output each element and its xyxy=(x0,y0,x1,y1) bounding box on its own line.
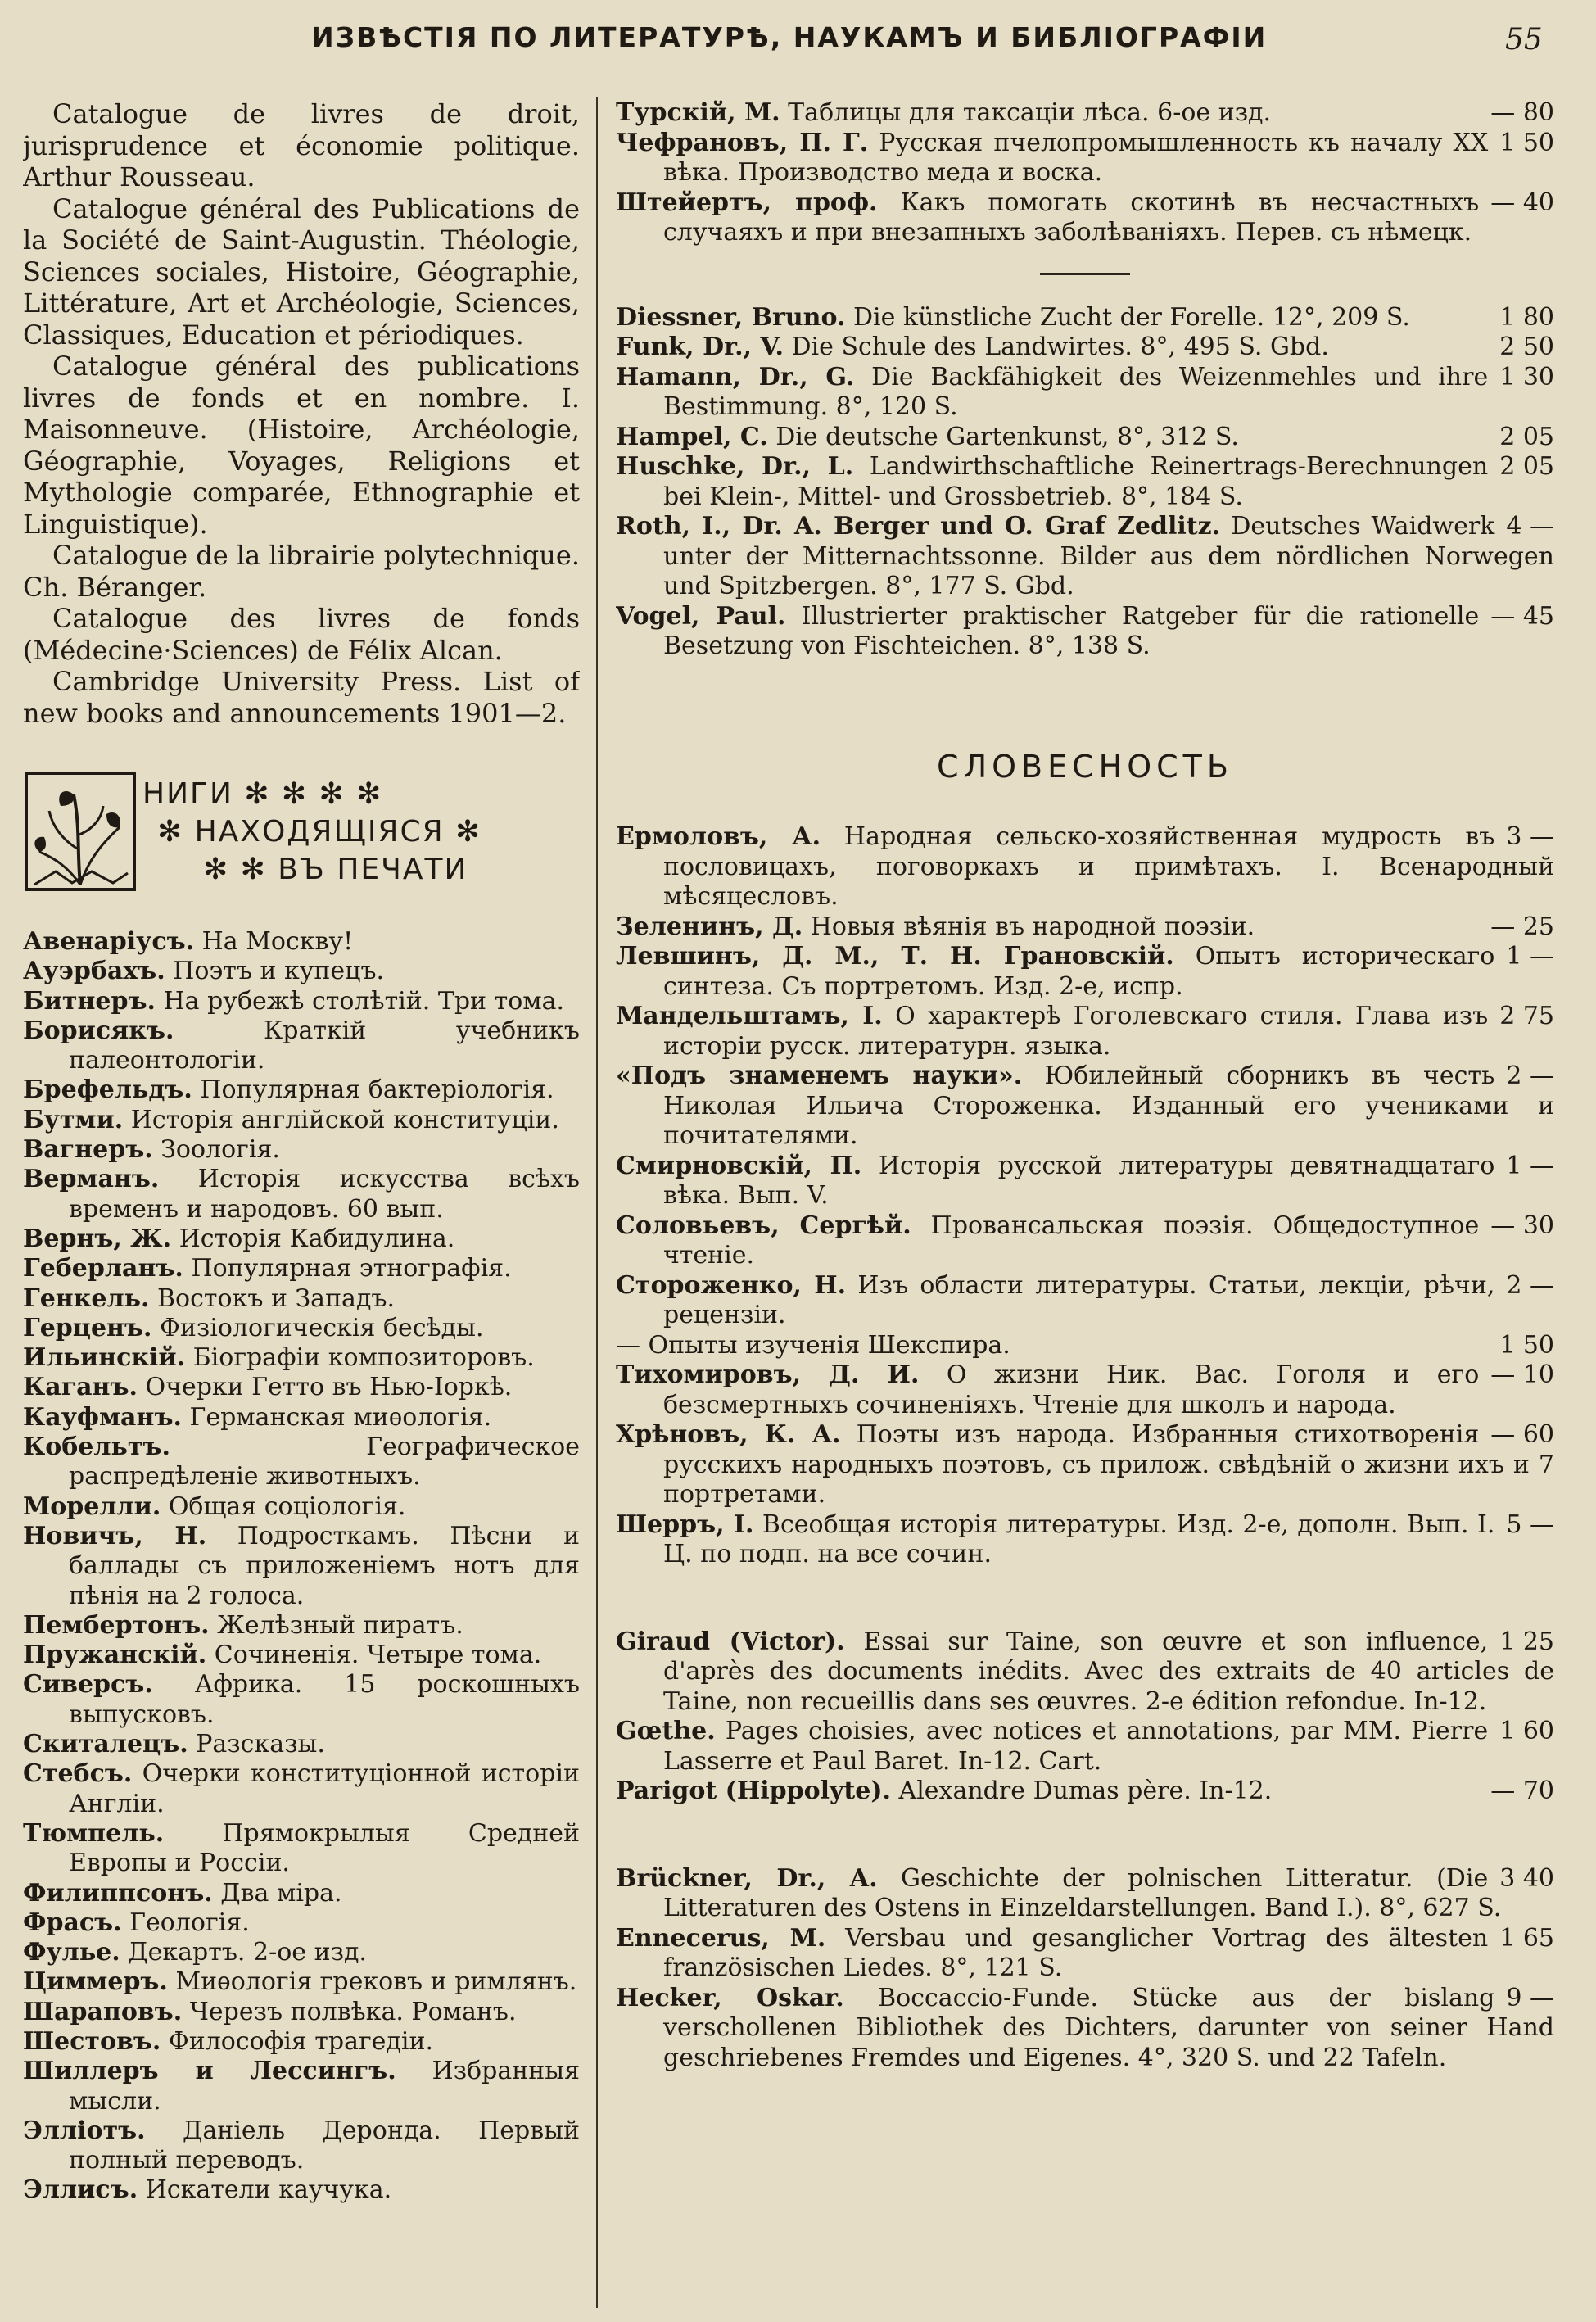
entry-title: Географическое распредѣленіе животныхъ. xyxy=(69,1433,580,1491)
entry-author: Чефрановъ, П. Г. xyxy=(616,128,869,157)
floral-ornament-icon xyxy=(23,770,138,893)
entry-author: Стебсъ. xyxy=(23,1759,133,1789)
price: 1 50 xyxy=(1499,1330,1554,1360)
entry-title: Deutsches Waidwerk unter der Mitternachtssonne. Bilder aus dem nördlichen Norwegen und Spitzbergen. 8°, 177 S. Gbd. xyxy=(663,512,1554,600)
entry-title: Декартъ. 2-ое изд. xyxy=(128,1938,367,1967)
entry-title: Зоологія. xyxy=(161,1135,280,1165)
entry-title: Физіологическія бесѣды. xyxy=(160,1313,484,1342)
entry-author: Вернъ, Ж. xyxy=(23,1224,172,1253)
price: — 40 xyxy=(1490,188,1554,217)
bibliography-entry xyxy=(616,512,1554,602)
entry-title: Германская миѳологія. xyxy=(189,1402,492,1432)
price: 1 — xyxy=(1506,942,1554,971)
bibliography-entry xyxy=(23,1403,580,1433)
price: — 25 xyxy=(1490,912,1554,941)
entry-title: Популярная бактеріологія. xyxy=(200,1075,554,1105)
entry-title: Сочиненія. Четыре тома. xyxy=(214,1641,542,1670)
entry-author: Шараповъ. xyxy=(23,1997,183,2026)
price: — 10 xyxy=(1490,1360,1554,1389)
bibliography-entry xyxy=(616,1211,1554,1271)
section-title: СЛОВЕСНОСТЬ xyxy=(937,748,1233,785)
entry-author: Тюмпель. xyxy=(23,1818,165,1848)
entry-title: Essai sur Taine, son œuvre et son influence, d'après des documents inédits. Avec des extraits de 40 articles de Taine, non recueillis dans ses œuvres. 2-e édition refondue. In-12. xyxy=(663,1627,1554,1716)
entry-title: На Москву! xyxy=(201,927,354,956)
entry-title: Желѣзный пиратъ. xyxy=(217,1610,463,1640)
price: 1 80 xyxy=(1499,302,1554,332)
entry-title: Миѳологія грековъ и римлянъ. xyxy=(175,1967,577,1997)
entry-author: Геберланъ. xyxy=(23,1254,183,1283)
price: 2 — xyxy=(1506,1270,1554,1300)
entry-title: Изъ области литературы. Статьи, лекціи, рѣчи, рецензіи. xyxy=(663,1270,1495,1329)
entry-title: Таблицы для таксаціи лѣса. 6-ое изд. xyxy=(788,98,1272,127)
entry-author: Roth, I., Dr. A. Berger und O. Graf Zedlitz. xyxy=(616,512,1221,541)
bibliography-entry xyxy=(23,1016,580,1076)
entry-author: Funk, Dr., V. xyxy=(616,333,784,361)
bibliography-entry xyxy=(23,2175,580,2205)
entry-title: Общая соціологія. xyxy=(168,1491,406,1521)
price: — 70 xyxy=(1490,1777,1554,1805)
catalogue-entry: Catalogue de la librairie polytechnique. Ch. Béranger. xyxy=(23,540,580,603)
entry-title: Искатели каучука. xyxy=(145,2175,392,2205)
bibliography-entry xyxy=(23,1908,580,1938)
entry-author: Hampel, C. xyxy=(616,422,768,451)
entry-author: Борисякъ. xyxy=(23,1016,174,1045)
entry-author: Фрасъ. xyxy=(23,1908,122,1937)
entry-title: Русская пчелопромышленность къ началу XX вѣка. Производство меда и воска. xyxy=(663,128,1489,187)
entry-author: Кобельтъ. xyxy=(23,1433,170,1462)
entry-title: Очерки конституціонной исторіи Англіи. xyxy=(69,1759,580,1818)
bibliography-entry xyxy=(23,1165,580,1224)
bibliography-entry xyxy=(23,1343,580,1373)
entry-title: Востокъ и Западъ. xyxy=(157,1283,396,1313)
bibliography-entry xyxy=(23,2116,580,2176)
entry-title: Подросткамъ. Пѣсни и баллады съ приложеніемъ нотъ для пѣнія на 2 голоса. xyxy=(69,1521,580,1610)
entry-title: Geschichte der polnischen Litteratur. (Die Litteraturen des Ostens in Einzeldarstellungen. Band I.). 8°, 627 S. xyxy=(663,1863,1502,1922)
bibliography-entry xyxy=(23,1759,580,1819)
entry-author: Ильинскій. xyxy=(23,1343,186,1373)
entry-author: Брефельдъ. xyxy=(23,1075,192,1105)
catalogue-list xyxy=(23,98,580,729)
entry-title: Alexandre Dumas père. In-12. xyxy=(898,1777,1273,1805)
entry-title: Очерки Гетто въ Нью-Іоркѣ. xyxy=(145,1373,513,1402)
banner-line-3: ✻ ✻ ВЪ ПЕЧАТИ xyxy=(203,853,468,886)
bibliography-entry xyxy=(616,452,1554,512)
entry-title: Провансальская поэзія. Общедоступное чтеніе. xyxy=(663,1211,1480,1270)
page-header xyxy=(0,0,1596,82)
entry-title: Исторія искусства всѣхъ временъ и народовъ. 60 вып. xyxy=(69,1165,580,1224)
bibliography-entry xyxy=(23,927,580,957)
entry-author: Эллисъ. xyxy=(23,2175,138,2205)
entry-title: Прямокрылыя Средней Европы и Россіи. xyxy=(69,1818,580,1878)
entry-title: На рубежѣ столѣтій. Три тома. xyxy=(163,986,565,1016)
bibliography-entry xyxy=(616,1627,1554,1718)
entry-author: Мандельштамъ, I. xyxy=(616,1002,883,1030)
bibliography-entry xyxy=(616,1002,1554,1061)
in-press-banner xyxy=(23,770,580,893)
entry-title: О характерѣ Гоголевскаго стиля. Глава изъ исторіи русск. литературн. языка. xyxy=(663,1002,1489,1061)
bibliography-entry xyxy=(616,1777,1554,1807)
entry-author: Левшинъ, Д. М., Т. Н. Грановскій. xyxy=(616,942,1174,971)
entry-author: Турскій, М. xyxy=(616,98,780,127)
bibliography-entry xyxy=(23,1819,580,1879)
bibliography-entry xyxy=(616,1360,1554,1420)
entry-author: Шестовъ. xyxy=(23,2026,161,2056)
entry-author: Giraud (Victor). xyxy=(616,1627,845,1656)
bibliography-entry xyxy=(616,1061,1554,1152)
entry-author: Вагнеръ. xyxy=(23,1135,153,1165)
entry-author: Пружанскій. xyxy=(23,1641,207,1670)
entry-author: Хрѣновъ, К. А. xyxy=(616,1420,841,1449)
entry-author: Зеленинъ, Д. xyxy=(616,912,803,941)
bibliography-entry xyxy=(23,1522,580,1611)
entry-author: Морелли. xyxy=(23,1491,161,1521)
entry-author: Элліотъ. xyxy=(23,2116,146,2145)
entry-title: Illustrierter praktischer Ratgeber für die rationelle Besetzung von Fischteichen. 8°, 138 S. xyxy=(663,601,1480,660)
price: — 30 xyxy=(1490,1211,1554,1240)
bibliography-entry xyxy=(616,1924,1554,1984)
entry-title: Философія трагедіи. xyxy=(168,2026,434,2056)
entry-author: Авенаріусъ. xyxy=(23,927,195,956)
bibliography-entry xyxy=(23,1373,580,1402)
bibliography-entry xyxy=(23,1284,580,1314)
entry-author: Hamann, Dr., G. xyxy=(616,362,855,392)
price: 2 75 xyxy=(1499,1002,1554,1030)
bibliography-entry xyxy=(23,1224,580,1254)
entry-author: Смирновскій, П. xyxy=(616,1151,862,1180)
entry-title: Черезъ полвѣка. Романъ. xyxy=(189,1997,517,2026)
entry-title: Два міра. xyxy=(220,1878,342,1908)
entry-author: Соловьевъ, Сергѣй. xyxy=(616,1211,911,1240)
entry-author: Hecker, Oskar. xyxy=(616,1983,844,2012)
entry-title: О жизни Ник. Вас. Гоголя и его безсмертныхъ сочиненіяхъ. Чтеніе для школъ и народа. xyxy=(663,1360,1480,1419)
price: 4 — xyxy=(1506,512,1554,541)
entry-author: Brückner, Dr., A. xyxy=(616,1863,878,1893)
bibliography-entry xyxy=(616,1331,1554,1361)
entry-author: Ермоловъ, А. xyxy=(616,822,821,851)
entry-title: Какъ помогать скотинѣ въ несчастныхъ случаяхъ и при внезапныхъ заболѣваніяхъ. Перев. съ нѣмецк. xyxy=(663,188,1480,247)
entry-author: Филиппсонъ. xyxy=(23,1878,213,1908)
entry-author: Фулье. xyxy=(23,1938,120,1967)
bibliography-entry xyxy=(23,1730,580,1759)
banner-line-2: ✻ НАХОДЯЩІЯСЯ ✻ xyxy=(157,815,482,849)
entry-title: Даніель Деронда. Первый полный переводъ. xyxy=(69,2116,580,2175)
entry-title: Landwirthschaftliche Reinertrags-Berechnungen bei Klein-, Mittel- und Grossbetrieb. 8°, 184 S. xyxy=(663,452,1489,511)
bibliography-entry xyxy=(23,2027,580,2057)
bibliography-entry xyxy=(616,188,1554,248)
price: 9 — xyxy=(1506,1983,1554,2012)
column-divider xyxy=(596,97,598,2308)
entry-author: Штейертъ, проф. xyxy=(616,188,878,217)
left-column xyxy=(23,98,580,2310)
price: 2 — xyxy=(1506,1061,1554,1090)
agri-de-list xyxy=(616,303,1554,662)
price: — 80 xyxy=(1490,98,1554,127)
entry-title: Поэтъ и купецъ. xyxy=(173,957,385,986)
slovesnost-de-list xyxy=(616,1864,1554,2074)
entry-title: Новыя вѣянія въ народной поэзіи. xyxy=(810,912,1255,941)
bibliography-entry xyxy=(23,1967,580,1997)
entry-title: Die deutsche Gartenkunst, 8°, 312 S. xyxy=(775,422,1239,451)
entry-author: Vogel, Paul. xyxy=(616,601,786,631)
right-column xyxy=(616,98,1554,2310)
catalogue-entry: Catalogue des livres de fonds (Médecine·Sciences) de Félix Alcan. xyxy=(23,603,580,666)
entry-author: Сиверсъ. xyxy=(23,1670,153,1700)
bibliography-entry xyxy=(616,423,1554,453)
entry-author: Пембертонъ. xyxy=(23,1610,210,1640)
bibliography-entry xyxy=(23,957,580,986)
price: 5 — xyxy=(1506,1510,1554,1539)
bibliography-entry xyxy=(616,602,1554,662)
bibliography-entry xyxy=(23,1433,580,1492)
agri-ru-list xyxy=(616,98,1554,248)
bibliography-entry xyxy=(23,1998,580,2027)
bibliography-entry xyxy=(616,303,1554,333)
slovesnost-ru-list xyxy=(616,822,1554,1570)
catalogue-entry: Catalogue général des publications livres de fonds et en nombre. I. Maisonneuve. (Histoire, Archéologie, Géographie, Voyages, Religions et Mythologie comparée, Ethnographie et Linguistique). xyxy=(23,351,580,540)
entry-title: Die künstliche Zucht der Forelle. 12°, 209 S. xyxy=(852,302,1410,332)
price: 1 — xyxy=(1506,1151,1554,1180)
bibliography-entry xyxy=(616,1510,1554,1570)
catalogue-entry: Catalogue de livres de droit, jurisprudence et économie politique. Arthur Rousseau. xyxy=(23,98,580,192)
bibliography-entry xyxy=(23,1106,580,1135)
entry-title: Исторія Кабидулина. xyxy=(179,1224,455,1253)
entry-title: Поэты изъ народа. Избранныя стихотворенія русскихъ народныхъ поэтовъ, съ прилож. свѣдѣній о жизни ихъ и 7 портретами. xyxy=(663,1420,1554,1509)
bibliography-entry xyxy=(23,1611,580,1641)
price: 1 30 xyxy=(1499,362,1554,392)
entry-author: Gœthe. xyxy=(616,1717,716,1745)
bibliography-entry xyxy=(23,1641,580,1670)
entry-title: Разсказы. xyxy=(196,1730,325,1759)
price: 3 40 xyxy=(1499,1863,1554,1893)
price: 2 50 xyxy=(1499,333,1554,361)
price: — 45 xyxy=(1490,601,1554,631)
entry-author: Шиллеръ и Лессингъ. xyxy=(23,2057,396,2086)
entry-author: Генкель. xyxy=(23,1283,150,1313)
entry-title: Опытъ историческаго синтеза. Съ портретомъ. Изд. 2-е, испр. xyxy=(663,942,1495,1001)
entry-author: Циммеръ. xyxy=(23,1967,168,1997)
slovesnost-fr-list xyxy=(616,1627,1554,1807)
bibliography-entry xyxy=(616,1717,1554,1777)
bibliography-entry xyxy=(616,1864,1554,1924)
bibliography-entry xyxy=(616,822,1554,912)
price: — 60 xyxy=(1490,1420,1554,1449)
price: 1 25 xyxy=(1499,1627,1554,1656)
bibliography-entry xyxy=(23,1879,580,1908)
entry-author: Шерръ, I. xyxy=(616,1510,754,1539)
bibliography-entry xyxy=(616,98,1554,129)
entry-author: Герценъ. xyxy=(23,1313,152,1342)
entry-author: «Подъ знаменемъ науки». xyxy=(616,1061,1023,1090)
bibliography-entry xyxy=(23,1135,580,1165)
banner-line-1: НИГИ ✻ ✻ ✻ ✻ xyxy=(142,777,383,811)
bibliography-entry xyxy=(23,1492,580,1522)
entry-title: Краткій учебникъ палеонтологіи. xyxy=(69,1016,580,1075)
in-press-list xyxy=(23,927,580,2206)
bibliography-entry xyxy=(616,333,1554,363)
entry-author: Ennecerus, M. xyxy=(616,1923,826,1953)
entry-title: Versbau und gesanglicher Vortrag des ältesten französischen Liedes. 8°, 121 S. xyxy=(663,1923,1489,1982)
entry-title: Исторія англійской конституціи. xyxy=(130,1105,559,1134)
entry-title: Die Schule des Landwirtes. 8°, 495 S. Gbd. xyxy=(791,333,1329,361)
bibliography-entry xyxy=(616,363,1554,423)
entry-title: Юбилейный сборникъ въ честь Николая Ильича Стороженка. Изданный его учениками и почитателями. xyxy=(663,1061,1554,1150)
entry-author: Diessner, Bruno. xyxy=(616,302,846,332)
price: 2 05 xyxy=(1499,452,1554,481)
price: 1 65 xyxy=(1499,1923,1554,1953)
entry-title: Boccaccio-Funde. Stücke aus der bislang verschollenen Bibliothek des Dichters, darunter von seiner Hand geschriebenes Fremdes und Eigenes. 4°, 320 S. und 22 Tafeln. xyxy=(663,1983,1554,2072)
entry-title: Народная сельско-хозяйственная мудрость въ пословицахъ, поговоркахъ и примѣтахъ. I. Всенародный мѣсяцесловъ. xyxy=(663,822,1554,911)
bibliography-entry xyxy=(616,912,1554,943)
entry-author: Ауэрбахъ. xyxy=(23,957,165,986)
entry-author: Кауфманъ. xyxy=(23,1402,182,1432)
bibliography-entry xyxy=(616,942,1554,1002)
bibliography-entry xyxy=(23,1254,580,1283)
entry-title: Избранныя мысли. xyxy=(69,2057,580,2116)
entry-title: Геологія. xyxy=(129,1908,250,1937)
bibliography-entry xyxy=(23,1075,580,1105)
entry-title: Die Backfähigkeit des Weizenmehles und ihre Bestimmung. 8°, 120 S. xyxy=(663,362,1489,421)
entry-title: Всеобщая исторія литературы. Изд. 2-е, дополн. Вып. I. Ц. по подп. на все сочин. xyxy=(663,1510,1495,1568)
price: 1 50 xyxy=(1499,128,1554,157)
bibliography-entry xyxy=(616,129,1554,188)
entry-title: Африка. 15 роскошныхъ выпусковъ. xyxy=(69,1670,580,1729)
entry-title: Исторія русской литературы девятнадцатаго вѣка. Вып. V. xyxy=(663,1151,1495,1210)
entry-author: Скиталецъ. xyxy=(23,1730,188,1759)
price: 2 05 xyxy=(1499,422,1554,451)
entry-title: Біографіи композиторовъ. xyxy=(192,1343,535,1373)
bibliography-entry xyxy=(23,1670,580,1730)
bibliography-entry xyxy=(23,1314,580,1343)
page-number: 55 xyxy=(1505,23,1543,57)
bibliography-entry xyxy=(616,1271,1554,1331)
entry-title: Pages choisies, avec notices et annotations, par MM. Pierre Lasserre et Paul Baret. In-12. Cart. xyxy=(663,1717,1489,1776)
entry-author: Стороженко, Н. xyxy=(616,1270,847,1300)
catalogue-entry: Cambridge University Press. List of new books and announcements 1901—2. xyxy=(23,666,580,729)
entry-title: — Опыты изученія Шекспира. xyxy=(616,1330,1010,1360)
entry-author: Huschke, Dr., L. xyxy=(616,452,854,481)
catalogue-entry: Catalogue général des Publications de la Société de Saint-Augustin. Théologie, Sciences sociales, Histoire, Géographie, Littérature, Art et Archéologie, Sciences, Classiques, Education et périodiques. xyxy=(23,192,580,351)
entry-author: Битнеръ. xyxy=(23,986,156,1016)
entry-author: Тихомировъ, Д. И. xyxy=(616,1360,920,1389)
bibliography-entry xyxy=(616,1984,1554,2074)
bibliography-entry xyxy=(616,1420,1554,1510)
bibliography-entry xyxy=(23,987,580,1016)
entry-author: Parigot (Hippolyte). xyxy=(616,1777,891,1805)
bibliography-entry xyxy=(23,2057,580,2116)
bibliography-entry xyxy=(23,1938,580,1967)
price: 3 — xyxy=(1506,822,1554,851)
entry-author: Новичъ, Н. xyxy=(23,1521,207,1550)
section-rule xyxy=(1040,273,1130,275)
bibliography-entry xyxy=(616,1152,1554,1211)
running-title: ИЗВѢСТІЯ ПО ЛИТЕРАТУРѢ, НАУКАМЪ И БИБЛІОГРАФІИ xyxy=(311,21,1268,53)
entry-author: Верманъ. xyxy=(23,1165,160,1194)
price: 1 60 xyxy=(1499,1717,1554,1745)
entry-title: Популярная этнографія. xyxy=(191,1254,512,1283)
entry-author: Каганъ. xyxy=(23,1373,138,1402)
entry-author: Бутми. xyxy=(23,1105,124,1134)
